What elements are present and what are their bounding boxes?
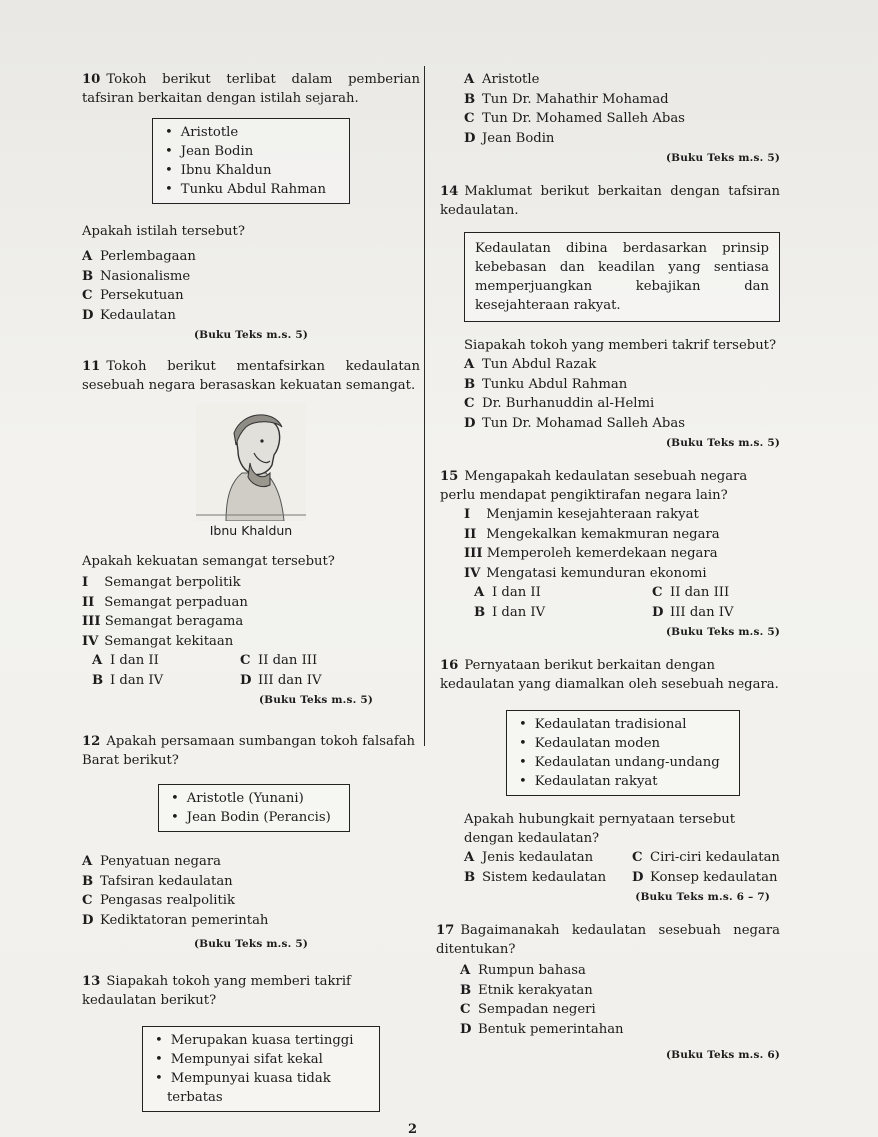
box-item: • Merupakan kuasa tertinggi: [167, 1031, 369, 1050]
right-column: [430, 70, 780, 1061]
option-d[interactable]: D Tun Dr. Mohamad Salleh Abas: [464, 415, 686, 431]
option-b[interactable]: B I dan IV: [92, 672, 164, 688]
question-14: [430, 182, 780, 449]
info-box: Kedaulatan dibina berdasarkan prinsip kebebasan dan keadilan yang sentiasa memperjuangkan kebajikan dan kesejahteraan rakyat.: [464, 232, 780, 322]
option-a[interactable]: A I dan II: [92, 653, 159, 668]
options-grid: [464, 848, 780, 887]
question-number: 12: [82, 734, 101, 749]
statement-iii: III Semangat beragama: [82, 614, 244, 629]
option-b[interactable]: B Tun Dr. Mahathir Mohamad: [464, 91, 669, 107]
statement-iv: IV Mengatasi kemunduran ekonomi: [464, 565, 707, 581]
question-prompt: Apakah kekuatan semangat tersebut?: [82, 554, 335, 569]
option-a[interactable]: A Jenis kedaulatan: [464, 850, 594, 865]
textbook-reference: (Buku Teks m.s. 6 – 7): [635, 891, 770, 903]
box-item: • Kedaulatan rakyat: [531, 772, 729, 791]
question-text: Siapakah tokoh yang memberi takrif kedaulatan berikut?: [82, 974, 351, 1008]
option-a[interactable]: A Tun Abdul Razak: [464, 357, 597, 372]
question-number: 10: [82, 72, 101, 87]
options-grid: [474, 583, 780, 622]
question-number: 17: [436, 923, 455, 938]
question-17: [436, 921, 780, 1061]
option-d[interactable]: D Bentuk pemerintahan: [460, 1021, 624, 1037]
question-number: 14: [440, 184, 459, 199]
option-d[interactable]: D III dan IV: [240, 672, 322, 688]
question-number: 16: [440, 658, 459, 673]
question-text: Apakah persamaan sumbangan tokoh falsafah Barat berikut?: [82, 734, 416, 768]
box-item: • Mempunyai kuasa tidak terbatas: [167, 1069, 369, 1107]
question-prompt: Apakah istilah tersebut?: [82, 224, 245, 239]
option-c[interactable]: C Ciri-ciri kedaulatan: [632, 850, 780, 865]
info-box: [142, 1026, 380, 1112]
question-16: [440, 656, 780, 903]
option-a[interactable]: A I dan II: [474, 585, 541, 600]
statement-i: I Menjamin kesejahteraan rakyat: [464, 507, 699, 522]
question-text: Pernyataan berikut berkaitan dengan kedaulatan yang diamalkan oleh sesebuah negara.: [440, 658, 779, 692]
box-item: • Kedaulatan tradisional: [531, 715, 729, 734]
box-item: • Tunku Abdul Rahman: [177, 180, 339, 199]
option-d[interactable]: D Konsep kedaulatan: [632, 869, 778, 885]
question-text: Maklumat berikut berkaitan dengan tafsiran kedaulatan.: [440, 184, 780, 218]
statement-i: I Semangat berpolitik: [82, 575, 241, 590]
statement-ii: II Mengekalkan kemakmuran negara: [464, 526, 720, 542]
option-c[interactable]: C Pengasas realpolitik: [82, 893, 235, 908]
column-divider: [424, 66, 425, 746]
option-c[interactable]: C Tun Dr. Mohamed Salleh Abas: [464, 111, 685, 126]
box-item: • Ibnu Khaldun: [177, 161, 339, 180]
box-item: • Jean Bodin: [177, 142, 339, 161]
question-prompt: Siapakah tokoh yang memberi takrif tersebut?: [464, 338, 777, 353]
option-b[interactable]: B Etnik kerakyatan: [460, 982, 593, 998]
box-item: • Aristotle: [177, 123, 339, 142]
question-text: Tokoh berikut terlibat dalam pemberian tafsiran berkaitan dengan istilah sejarah.: [82, 72, 420, 106]
textbook-reference: (Buku Teks m.s. 5): [193, 329, 309, 341]
option-b[interactable]: B Tafsiran kedaulatan: [82, 873, 233, 889]
question-15: [440, 467, 780, 638]
portrait-image: [196, 403, 306, 521]
textbook-reference: (Buku Teks m.s. 5): [665, 437, 780, 449]
textbook-reference: (Buku Teks m.s. 5): [665, 152, 780, 164]
option-d[interactable]: D Kediktatoran pemerintah: [82, 912, 269, 928]
option-c[interactable]: C Sempadan negeri: [460, 1002, 596, 1017]
question-text: Mengapakah kedaulatan sesebuah negara perlu mendapat pengiktirafan negara lain?: [440, 469, 748, 503]
info-box: [152, 118, 350, 204]
question-12: [82, 732, 420, 950]
statement-iv: IV Semangat kekitaan: [82, 633, 234, 649]
question-number: 13: [82, 974, 101, 989]
box-item: • Kedaulatan moden: [531, 734, 729, 753]
box-item: • Kedaulatan undang-undang: [531, 753, 729, 772]
info-box: [506, 710, 740, 796]
question-13: [82, 972, 420, 1112]
question-number: 15: [440, 469, 459, 484]
box-item: • Jean Bodin (Perancis): [183, 808, 339, 827]
options-grid: [92, 651, 420, 690]
option-a[interactable]: A Penyatuan negara: [82, 854, 221, 869]
option-b[interactable]: B I dan IV: [474, 604, 546, 620]
option-b[interactable]: B Sistem kedaulatan: [464, 869, 607, 885]
option-c[interactable]: C II dan III: [652, 585, 730, 600]
box-item: • Aristotle (Yunani): [183, 789, 339, 808]
option-d[interactable]: D Jean Bodin: [464, 130, 555, 146]
statement-ii: II Semangat perpaduan: [82, 594, 248, 610]
question-13-options: [464, 70, 780, 164]
option-c[interactable]: C Dr. Burhanuddin al-Helmi: [464, 396, 655, 411]
option-b[interactable]: B Nasionalisme: [82, 268, 191, 284]
question-11: [82, 357, 420, 706]
textbook-reference: (Buku Teks m.s. 6): [665, 1049, 780, 1061]
option-a[interactable]: A Perlembagaan: [82, 249, 196, 264]
question-number: 11: [82, 359, 101, 374]
page-number: 2: [408, 1122, 418, 1137]
question-prompt: Apakah hubungkait pernyataan tersebut dengan kedaulatan?: [464, 812, 736, 846]
box-item: • Mempunyai sifat kekal: [167, 1050, 369, 1069]
option-d[interactable]: D Kedaulatan: [82, 307, 176, 323]
left-column: [82, 70, 420, 1112]
option-c[interactable]: C II dan III: [240, 653, 318, 668]
statement-iii: III Memperoleh kemerdekaan negara: [464, 546, 718, 561]
textbook-reference: (Buku Teks m.s. 5): [665, 626, 780, 638]
textbook-reference: (Buku Teks m.s. 5): [193, 938, 309, 950]
option-a[interactable]: A Aristotle: [464, 72, 540, 87]
question-text: Bagaimanakah kedaulatan sesebuah negara ditentukan?: [436, 923, 780, 957]
info-box: [158, 784, 350, 832]
ibnu-khaldun-portrait: [196, 403, 306, 521]
portrait-caption: Ibnu Khaldun: [209, 523, 293, 538]
option-b[interactable]: B Tunku Abdul Rahman: [464, 376, 628, 392]
option-c[interactable]: C Persekutuan: [82, 288, 184, 303]
textbook-reference: (Buku Teks m.s. 5): [258, 694, 374, 706]
option-a[interactable]: A Rumpun bahasa: [460, 963, 586, 978]
option-d[interactable]: D III dan IV: [652, 604, 734, 620]
question-10: [82, 70, 420, 341]
question-text: Tokoh berikut mentafsirkan kedaulatan sesebuah negara berasaskan kekuatan semangat.: [82, 359, 420, 393]
